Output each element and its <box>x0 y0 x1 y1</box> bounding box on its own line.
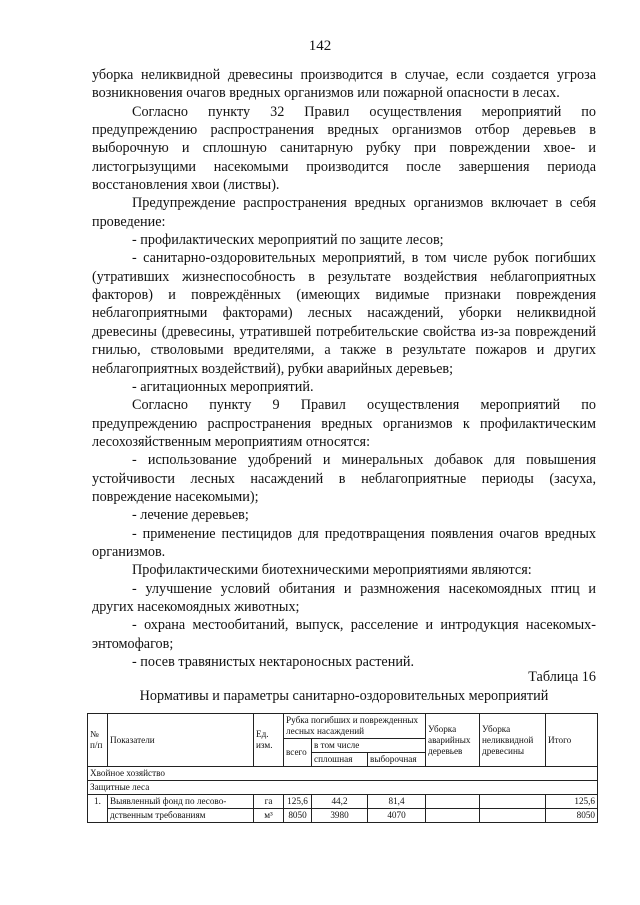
section-protective: Защитные леса <box>88 781 598 795</box>
page-number: 142 <box>308 38 332 54</box>
cell-sum-2: 8050 <box>546 809 598 823</box>
paragraph: - посев травянистых нектароносных растений. <box>132 654 415 670</box>
paragraph: Предупреждение распространения вредных организмов включает в себя проведение: <box>92 195 596 230</box>
cell-emergency-1 <box>426 795 480 809</box>
cell-selective-2: 4070 <box>368 809 426 823</box>
row-indicator-2: дственным требованиям <box>108 809 254 823</box>
table-title: Нормативы и параметры санитарно-оздоровительных мероприятий <box>139 688 549 704</box>
cell-sum-1: 125,6 <box>546 795 598 809</box>
section-row <box>88 767 598 781</box>
paragraph: - санитарно-оздоровительных мероприятий, в том числе рубок погибших (утративших жизнеспособность в результате воздействия неблагоприятных факторов) и повреждённых (имеющих видимые признаки повреждения неблагоприятными факторами) лесных насаждений, уборки неликвидной древесины (древесины, утратившей потребительские свойства из-за повреждений гнилью, стволовыми вредителями, а также в результате пожаров и других неблагоприятных воздействий), рубки аварийных деревьев; <box>92 250 596 377</box>
section-row <box>88 781 598 795</box>
cell-clear-2: 3980 <box>312 809 368 823</box>
body-text <box>92 66 596 671</box>
cell-selective-1: 81,4 <box>368 795 426 809</box>
paragraph: - применение пестицидов для предотвращения появления очагов вредных организмов. <box>92 525 596 560</box>
header-num: № п/п <box>88 714 108 767</box>
header-emergency: Уборка аварийных деревьев <box>426 714 480 767</box>
cell-total-1: 125,6 <box>284 795 312 809</box>
cell-clear-1: 44,2 <box>312 795 368 809</box>
header-selective: выборочная <box>368 753 426 767</box>
table-header-row <box>88 714 598 739</box>
header-felling: Рубка погибших и поврежденных лесных насаждений <box>284 714 426 739</box>
paragraph: - профилактических мероприятий по защите лесов; <box>132 232 444 249</box>
cell-total-2: 8050 <box>284 809 312 823</box>
row-num: 1. <box>88 795 108 823</box>
paragraph: - лечение деревьев; <box>132 507 249 524</box>
table-row <box>88 809 598 823</box>
header-illiquid: Уборка неликвидной древесины <box>480 714 546 767</box>
section-coniferous: Хвойное хозяйство <box>88 767 598 781</box>
paragraph: - использование удобрений и минеральных добавок для повышения устойчивости лесных насаждений в неблагоприятные периоды (засуха, повреждение насекомыми); <box>92 452 596 505</box>
paragraph: уборка неликвидной древесины производится в случае, если создается угроза возникновения очагов вредных организмов или пожарной опасности в лесах. <box>92 67 596 102</box>
row-unit-1: га <box>254 795 284 809</box>
header-including: в том числе <box>312 739 426 753</box>
header-clear: сплошная <box>312 753 368 767</box>
paragraph: Согласно пункту 9 Правил осуществления мероприятий по предупреждению распространения вредных организмов к профилактическим лесохозяйственным мероприятиям относятся: <box>92 397 596 450</box>
header-unit: Ед. изм. <box>254 714 284 767</box>
header-sum: Итого <box>546 714 598 767</box>
paragraph: Согласно пункту 32 Правил осуществления мероприятий по предупреждению распространения вредных организмов отбор деревьев в выборочную и сплошную санитарную рубку при повреждении хвое- и листогрызущими насекомыми производится после завершения периода восстановления хвои (листвы). <box>92 103 596 194</box>
table-row <box>88 795 598 809</box>
header-total-sub: всего <box>284 739 312 767</box>
paragraph: Профилактическими биотехническими мероприятиями являются: <box>132 562 532 579</box>
header-indicator: Показатели <box>108 714 254 767</box>
paragraph: - улучшение условий обитания и размножения насекомоядных птиц и других насекомоядных животных; <box>92 580 596 615</box>
cell-illiquid-1 <box>480 795 546 809</box>
row-unit-2: м³ <box>254 809 284 823</box>
paragraph: - охрана местообитаний, выпуск, расселение и интродукция насекомых-энтомофагов; <box>92 617 596 652</box>
paragraph: - агитационных мероприятий. <box>132 378 314 395</box>
cell-illiquid-2 <box>480 809 546 823</box>
row-indicator-1: Выявленный фонд по лесово- <box>108 795 254 809</box>
table-caption: Таблица 16 <box>528 669 596 685</box>
norms-table <box>87 713 598 823</box>
cell-emergency-2 <box>426 809 480 823</box>
